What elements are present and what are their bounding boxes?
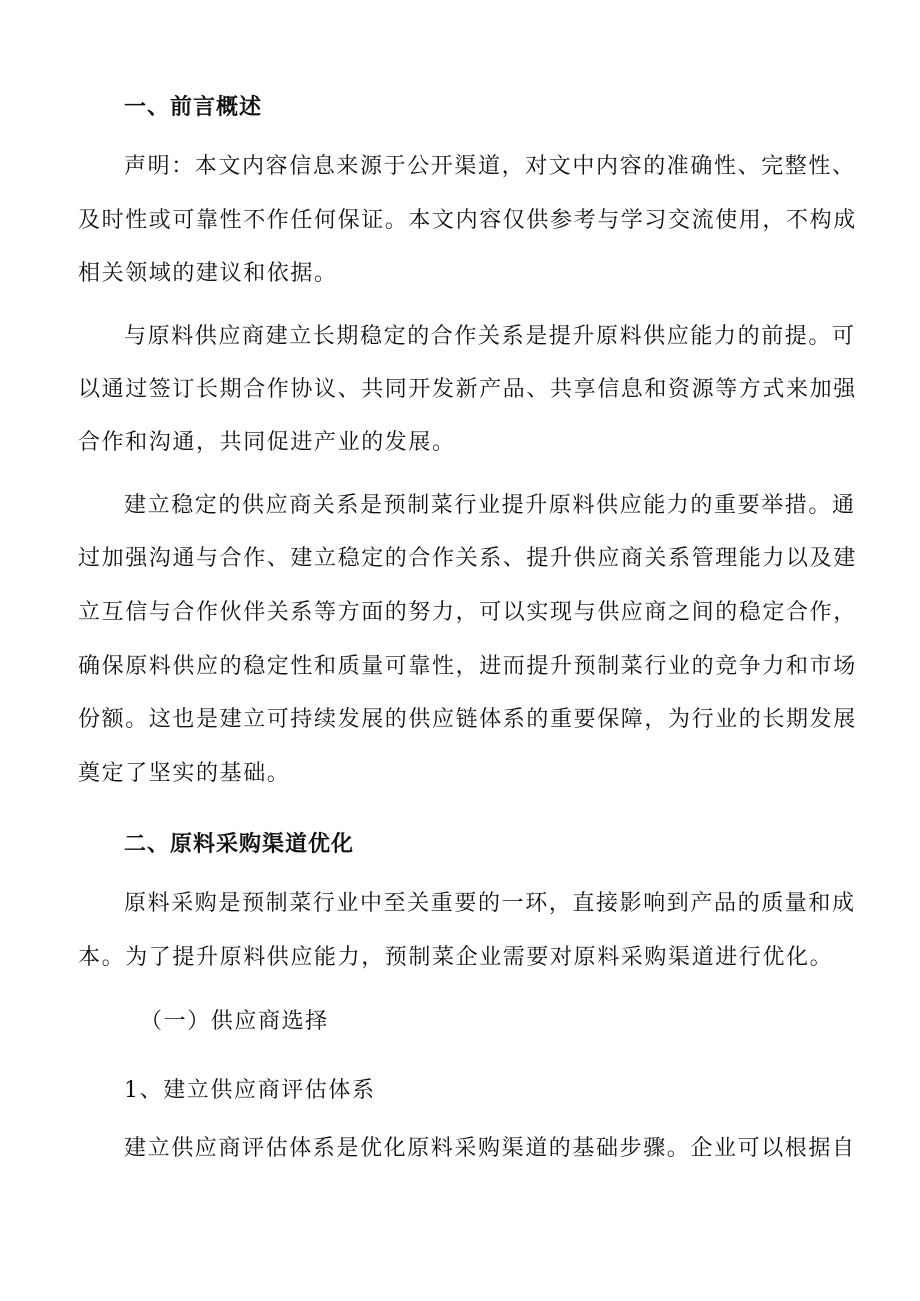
paragraph-line: 建立供应商评估体系是优化原料采购渠道的基础步骤。企业可以根据自	[124, 1136, 856, 1161]
paragraph-line: 本。为了提升原料供应能力，预制菜企业需要对原料采购渠道进行优化。	[78, 945, 834, 970]
paragraph-line: 过加强沟通与合作、建立稳定的合作关系、提升供应商关系管理能力以及建	[78, 546, 857, 571]
paragraph-line: 建立稳定的供应商关系是预制菜行业提升原料供应能力的重要举措。通	[124, 493, 856, 518]
paragraph-line: 声明：本文内容信息来源于公开渠道，对文中内容的准确性、完整性、	[124, 154, 856, 179]
paragraph-line: 相关领域的建议和依据。	[78, 261, 338, 286]
paragraph-line: 原料采购是预制菜行业中至关重要的一环，直接影响到产品的质量和成	[124, 891, 856, 916]
paragraph-line: 以通过签订长期合作协议、共同开发新产品、共享信息和资源等方式来加强	[78, 377, 857, 402]
section-heading: 一、前言概述	[124, 95, 263, 120]
numbered-heading: 1、建立供应商评估体系	[124, 1078, 376, 1103]
paragraph-line: 与原料供应商建立长期稳定的合作关系是提升原料供应能力的前提。可	[124, 324, 856, 349]
paragraph-line: 奠定了坚实的基础。	[78, 761, 291, 786]
section-heading: 二、原料采购渠道优化	[124, 832, 355, 857]
paragraph-line: 立互信与合作伙伴关系等方面的努力，可以实现与供应商之间的稳定合作，	[78, 600, 857, 625]
paragraph-line: 确保原料供应的稳定性和质量可靠性，进而提升预制菜行业的竞争力和市场	[78, 654, 857, 679]
paragraph-line: 合作和沟通，共同促进产业的发展。	[78, 430, 456, 455]
paragraph-line: 份额。这也是建立可持续发展的供应链体系的重要保障，为行业的长期发展	[78, 707, 857, 732]
paragraph-line: 及时性或可靠性不作任何保证。本文内容仅供参考与学习交流使用，不构成	[78, 208, 857, 233]
subsection-heading: （一）供应商选择	[140, 1009, 329, 1034]
